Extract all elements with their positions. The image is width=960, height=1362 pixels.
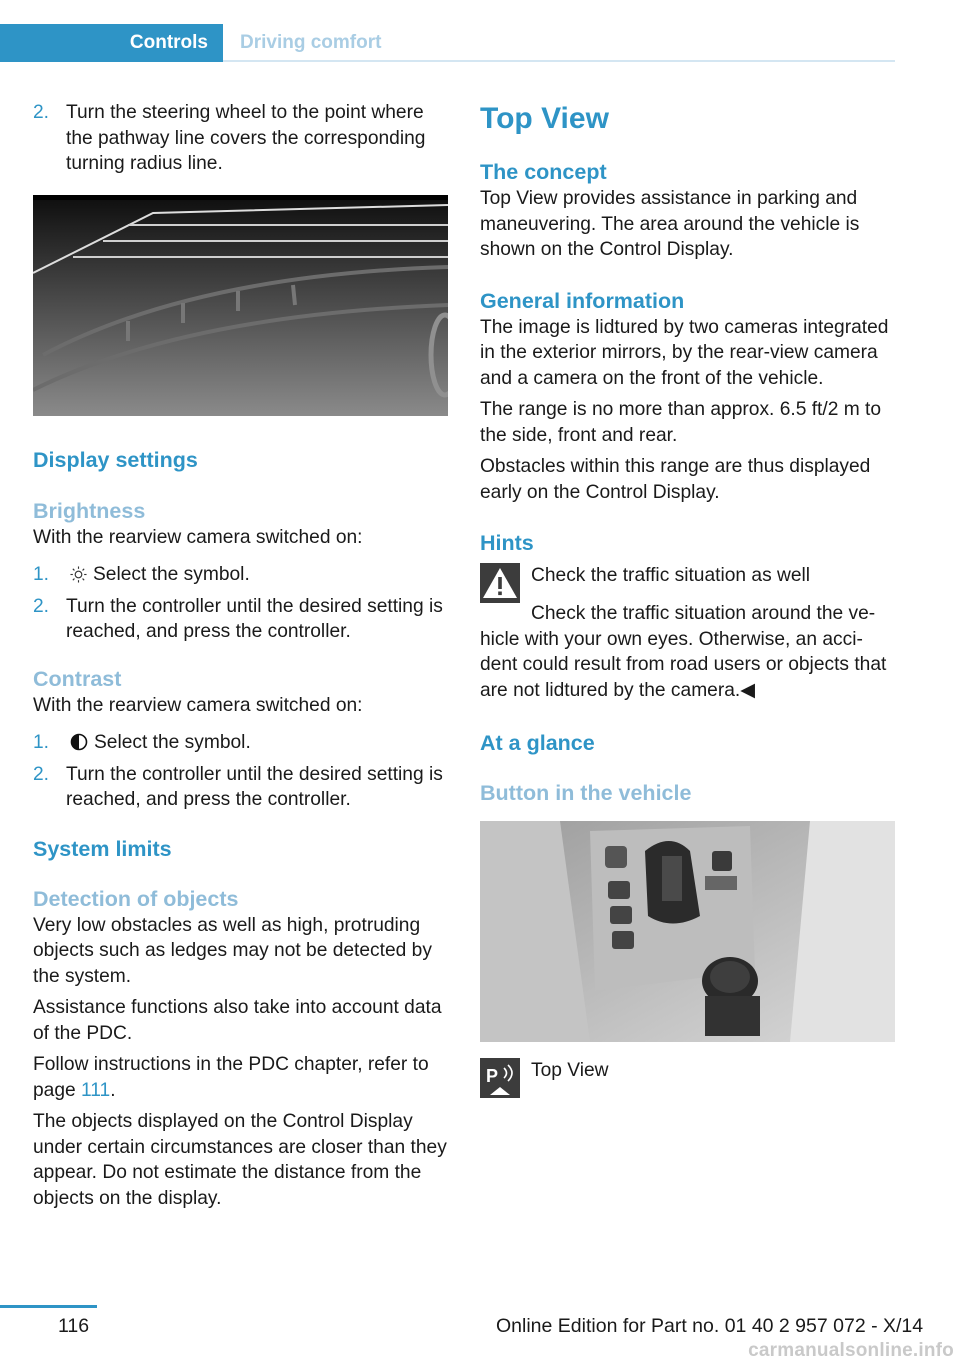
- warning-notice: [480, 563, 896, 603]
- watermark: carmanualsonline.info: [748, 1340, 954, 1361]
- page-number: 116: [58, 1315, 90, 1337]
- step-text: Turn the controller until the desired setting is reached, and press the controller.: [66, 763, 443, 810]
- detection-paragraph: The objects displayed on the Control Display under certain circumstances are closer than they appear. Do not estimate the distance from the objects on the display.: [33, 1111, 447, 1209]
- at-a-glance-heading: At a glance: [480, 731, 595, 755]
- hints-heading: Hints: [480, 531, 534, 555]
- step-item: [33, 100, 449, 177]
- brightness-icon: [70, 566, 87, 583]
- step-text: Select the symbol.: [94, 732, 251, 753]
- left-column: [33, 100, 449, 1217]
- detection-heading: Detection of objects: [33, 886, 239, 911]
- step-number: 1.: [33, 732, 50, 753]
- page-reference-link[interactable]: 111: [81, 1079, 111, 1101]
- top-view-button-label: Top View: [531, 1060, 609, 1081]
- warning-title: Check the traffic situation as well: [531, 565, 811, 586]
- top-view-button-label-row: [480, 1058, 896, 1098]
- concept-text: Top View provides assistance in parking and maneuvering. The area around the vehicle is shown on the Control Display.: [480, 188, 860, 260]
- center-console-image: [480, 821, 895, 1042]
- top-view-button-icon: [480, 1058, 520, 1098]
- step-text: Turn the controller until the desired setting is reached, and press the controller.: [66, 595, 443, 642]
- warning-triangle-icon: [480, 563, 520, 603]
- step-number: 2.: [33, 102, 50, 123]
- brightness-intro: With the rearview camera switched on:: [33, 526, 363, 548]
- general-information-heading: General information: [480, 288, 685, 313]
- footer-accent-bar: [0, 1305, 97, 1308]
- text: .: [110, 1079, 116, 1101]
- contrast-intro: With the rearview camera switched on:: [33, 694, 363, 716]
- rearview-camera-image: [33, 195, 448, 416]
- page-header: [0, 24, 895, 62]
- header-tab-driving-comfort: Driving comfort: [240, 32, 382, 53]
- step-text: Turn the steering wheel to the point where the pathway line covers the corresponding turning radius line.: [66, 102, 426, 174]
- step-item: [33, 562, 449, 588]
- warning-text: Check the traffic situation around the ve-hicle with your own eyes. Otherwise, an acci-dent could result from road users or objects that are not lidtured by the camera.◀: [480, 603, 887, 701]
- top-view-title: Top View: [480, 102, 609, 135]
- general-paragraph: The range is no more than approx. 6.5 ft/2 m to the side, front and rear.: [480, 399, 882, 446]
- system-limits-heading: System limits: [33, 836, 172, 861]
- step-item: [33, 594, 449, 645]
- contrast-heading: Contrast: [33, 666, 122, 691]
- brightness-heading: Brightness: [33, 498, 146, 523]
- button-in-vehicle-heading: Button in the vehicle: [480, 781, 692, 805]
- header-tab-controls: Controls: [0, 24, 223, 62]
- step-number: 2.: [33, 595, 50, 617]
- step-item: [33, 730, 449, 756]
- general-paragraph: The image is lidtured by two cameras integrated in the exterior mirrors, by the rear-view camera and a camera on the front of the vehicle.: [480, 316, 889, 389]
- detection-paragraph: Assistance functions also take into account data of the PDC.: [33, 997, 442, 1044]
- right-column: [480, 100, 896, 1098]
- edition-text: Online Edition for Part no. 01 40 2 957 072 - X/14: [496, 1315, 924, 1337]
- header-divider: [223, 60, 895, 62]
- contrast-icon: [70, 733, 88, 751]
- general-paragraph: Obstacles within this range are thus displayed early on the Control Display.: [480, 456, 871, 503]
- display-settings-heading: Display settings: [33, 447, 198, 472]
- step-item: [33, 762, 449, 813]
- step-text: Select the symbol.: [93, 564, 250, 585]
- detection-paragraph: Very low obstacles as well as high, protruding objects such as ledges may not be detected by the system.: [33, 914, 432, 987]
- text: Follow instructions in the PDC chapter, refer to page: [33, 1054, 429, 1101]
- svg-text:P: P: [486, 1066, 499, 1086]
- step-number: 2.: [33, 763, 50, 785]
- detection-paragraph: [33, 1052, 449, 1103]
- step-number: 1.: [33, 564, 50, 585]
- concept-heading: The concept: [480, 160, 607, 184]
